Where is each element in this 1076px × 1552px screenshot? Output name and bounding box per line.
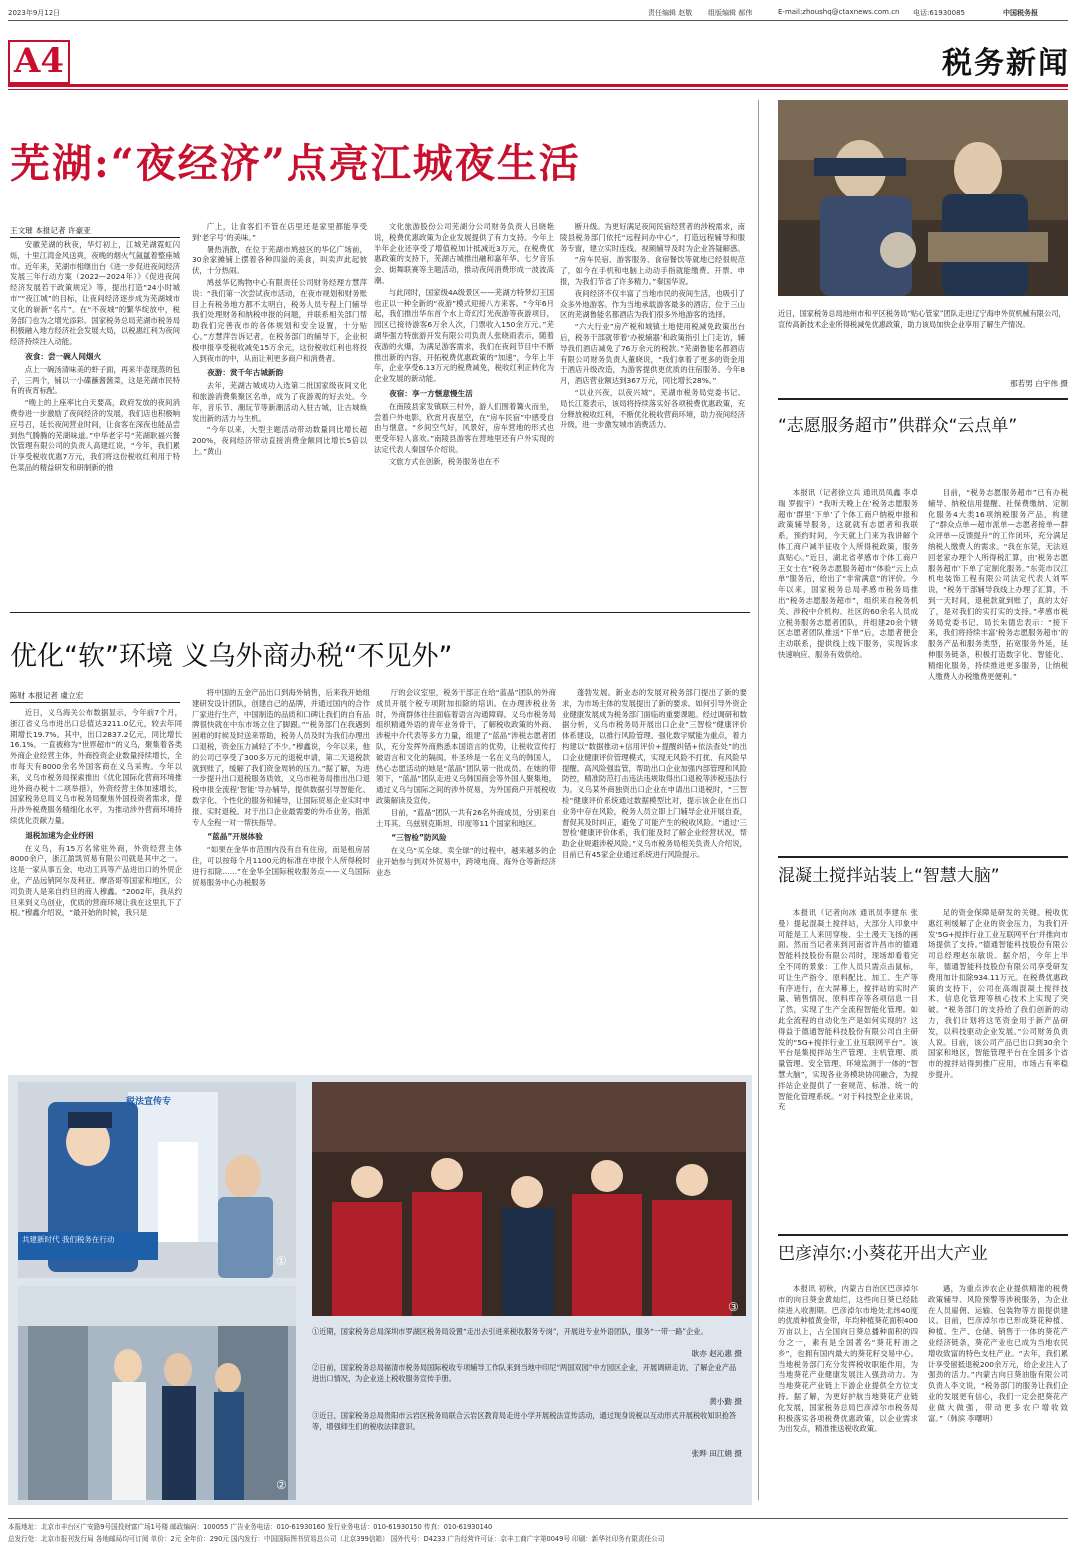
issue-date: 2023年9月12日: [8, 9, 61, 17]
article5-rule: [10, 612, 750, 613]
a5-para: “如果在金华市范围内没有自有住房，而是租房居住，可以按每个月1100元的标准在申报个人所得税时进行扣除……”在金华全国际税收服务点——义乌国际贸易服务中心办税服务: [192, 845, 370, 887]
photo-2: [18, 1286, 296, 1500]
a2-para: 目前，“税务志愿服务超市”已有办税辅导、纳税信用提醒、社保费缴纳、定制化服务4大类16项纳税服务产品，构建了“群众点单—超市派单—志愿者接单—群众评单—反馈提升”的工作闭环，充分满足纳税人缴费人的需求。“我在东莞，无法返回老家办理个人所得税汇算，由‘税务志愿服务超市’下单了定制化服务。”东莞市汉江机电装饰工程有限公司法定代表人刘军说，“税务干部辅导我线上办理了汇算，不到一天时间，退税款就到账了，真的太好了，是对我们的实打实的支持。”孝感市税务局党委书记、局长朱德忠表示：“接下来，我们将持续丰富‘税务志愿服务超市’的服务产品和服务类型，拓宽服务外延，延伸服务链条，积极打造数字化、智能化、精细化服务，持续推进更多服务，让纳税人缴费人办税缴费更便利。”: [928, 488, 1068, 681]
poster-slogan: 共建新时代 我们税务在行动: [22, 1235, 115, 1244]
article3-rule: [778, 856, 1068, 858]
a5-subhead-bluecrystal: “蓝晶”开展体验: [207, 832, 263, 842]
byline-rule: [10, 237, 180, 238]
article1-byline: 王文璀 本报记者 许豪亚: [10, 226, 91, 235]
poster-text: 税法宣传专: [126, 1097, 172, 1106]
article5-byline: 陈财 本报记者 虞立宏: [10, 691, 84, 700]
photo-3: [312, 1082, 746, 1316]
phone: 电话:61930085: [913, 9, 965, 17]
article2-rule: [778, 398, 1068, 400]
article5-headline: 优化“软”环境 义乌外商办税“不见外”: [10, 641, 453, 672]
a1-para: 与此同时，国家级4A级景区——芜湖方特梦幻王国也正以一种全新的“夜游”模式迎接八方来客。“今年6月起，我们推出华东首个水上奇幻灯光夜游等夜游项目，园区已接待游客6万余人次，门票收入150余万元。”芜湖华强方特旅游开发有限公司负责人张晓雨表示，随着夜游的火爆，为满足游客需求，我们在夜间节目中不断推出新的内容，开拓税费优惠政策的“加速”，今年上半年，企业享受6.13万元的税费减免，税收红利正转化为企业发展的新动能。: [374, 287, 554, 384]
a5-para: 蓬勃发展。新业态的发展对税务部门提出了新的要求，为市场主体的发展提出了新的要求。如何引导外资企业健康发展成为税务部门面临的重要课题。经过调研和数据分析，义乌市税务局开展出口企业“三智检”健康评价体系建设，以推行风险管理、强化数字赋能为重点，着力构建以“数据推动+信用评价+提醒纠错+依法查处”的出口企业健康评价管理模式，实现无风险不打扰、有风险早提醒、高风险强监管，帮助出口企业加强内部管理和风险防控，精准防范打击违法违规取得出口退税等涉税违法行为。义乌某外商独资出口企业在申请出口退税时，“三智检”健康评价系统通过数据模型比对，提示该企业在出口业务中存在风险，税务人员立即上门辅导企业开展自查，督促其及时纠正，避免了可能产生的税收风险。“通过‘三智检’健康评价体系，我们能及时了解企业经营状况，帮助企业规避涉税风险。”义乌市税务局相关负责人介绍说，目前已有45家企业通过系统进行风险提示。: [562, 688, 747, 859]
a1-para: 在南陵县家发镇联三村外，游人们围着篝火而坐，尝着户外电影，欣赏月夜星空，在“房车民宿”中感受自由与惬意。“乡间空气好，风景好，房车营地的形式也更受年轻人喜欢。”南陵县游客在营地里还有户外实现的法定代表人秦国华介绍说。: [374, 401, 554, 454]
article5-col1: [10, 708, 182, 1063]
photo-1-number: ①: [276, 1254, 287, 1268]
photo-3-art: [312, 1082, 746, 1316]
article1-col2: [192, 222, 367, 605]
email: E-mail:zhoushq@ctaxnews.com.cn: [778, 8, 900, 16]
a5-para: 在义乌“买全球、卖全球”的过程中，越来越多的企业开始参与到对外贸易中，跨境电商、海外仓等新经济业态: [376, 846, 556, 877]
article1-col4: [560, 222, 745, 605]
a1-para: 暑热消散，在位于芜湖市鸠兹区的华亿广场前，30余家摊铺上摆着各种四溢的美食，叫卖声此起彼伏，十分热闹。: [192, 244, 367, 276]
a4-para: 遇，为重点涉农企业提供精准的税费政策辅导、风险预警等涉税服务，为企业在人员雇佣、运输、包装物等方面提供建议。目前，巴彦淖尔市已形成葵花种植、种植、生产、仓储、销售于一体的葵花产业经济链条，葵花产业也已成为当地农民增收致富的特色支柱产业。“去年，我们累计享受留抵退税200余万元，给企业注入了强劲的活力。”内蒙古向日葵油脂有限公司负责人李文说，“税务部门的服务让我们企业的发展更有信心，我们一定会把葵花产业做大做强，带动更多农户增收致富。”（韩滨 李曙明）: [928, 1284, 1068, 1423]
designer-credit: 组版编辑 郝伟: [708, 9, 753, 17]
a1-para: 断升级。为更好满足夜间民宿经营者的涉税需求，南陵县税务部门依托“远程问办中心”，打造远程辅导和服务专窗，建立实时连线、视频辅导及时为企业答疑解惑。: [560, 222, 745, 253]
factory-photo-credit: 那若男 白宇伟 摄: [1010, 379, 1068, 388]
a3-para: 本报讯（记者向冰 通讯员李建东 张曼）提起混凝土搅拌站，大部分人印象中可能是工人来回穿梭、尘土漫天飞扬的画面。然而当记者来到河南省许昌市的德通智能科技股份有限公司时，现场却看着完全不同的景象：工作人员只需点击鼠标，可让生产指令、原料配比、加工、生产等有序进行，在大屏幕上，搅拌站的实时产量、销售情况、原料库存等各项信息一目了然，实现了生产全流程智能化管理。如此全流程的自动化生产是如何实现的？这得益于德通智能科技股份有限公司自主研发的“5G+搅拌行业工业互联网平台”。该平台是集搅拌站生产管理、主机管理、质量管理、安全管理、环境监测于一体的“智慧大脑”，实现各业务模块协同融合，为搅拌站企业提供了一套规范、标准、统一的智能化管理系统。“对于科技型企业来说，充: [778, 908, 918, 1112]
a5-subhead-refund: 退税加速为企业纾困: [25, 830, 94, 840]
article5-col3: [376, 688, 556, 1063]
page-number: A4: [8, 40, 70, 84]
a1-para: 去年，芜湖古城成功入选第二批国家级夜间文化和旅游消费集聚区名单，成为了夜游观的好去处。今年，音乐节、潮玩节等新潮活动入驻古城，让古城焕发出新的活力与生机。: [192, 381, 367, 423]
article4-col1: [778, 1284, 918, 1514]
factory-photo-caption: 近日，国家税务总局池州市和平区税务局“贴心管家”团队走进辽宁海申外贸机械有限公司，宣传高新技术企业所得税减免优惠政策，助力该局加快企业享用了解生产情况。: [778, 309, 1066, 329]
article4-col2: [928, 1284, 1068, 1514]
article1-col3: [374, 222, 554, 605]
byline-rule: [10, 702, 180, 703]
a1-para: 夜间经济不仅丰富了当地市民的夜间生活，也吸引了众多外地游客。作为当地承载游客最多的酒店，位于三山区的芜湖鲁能名都酒店为我们很多外地游客的选择。: [560, 288, 745, 320]
header-rule-thin: [8, 89, 1068, 90]
factory-photo-art: [778, 100, 1068, 296]
photo-3-credit: 张晔 田江娟 摄: [691, 1449, 742, 1458]
article3-headline: 混凝土搅拌站装上“智慧大脑”: [778, 866, 1000, 886]
article3-col2: [928, 908, 1068, 1218]
a1-para: “房车民宿、游客服务、食宿餐饮等就地已经很规范了，如今在手机和电脑上动动手指就能缴费、开票、申报，为我们节省了许多精力。”秦国华说。: [560, 255, 745, 286]
a3-para: 足的资金保障是研发的关键。税收优惠红利缓解了企业的资金压力，为我们开发‘5G+搅拌行业工业互联网平台’并推向市场提供了支持。”德通智能科技股份有限公司总经理赵东敏说。据介绍，今年上半年，德通智能科技股份有限公司享受研发费用加计扣除934.11万元。在税费优惠政策的支持下，公司在高端混凝土搅拌技术、信息化管理等核心技术上实现了突破。“税务部门的支持给了我们创新的动力，我们计划将这笔资金用于新产品研发，以科技驱动企业发展。”公司财务负责人说。目前，该公司产品已出口到30余个国家和地区，智能管理平台在全国多个省市的搅拌站得到推广应用，市场占有率稳步提升。: [928, 908, 1068, 1079]
section-title: 税务新闻: [942, 46, 1070, 81]
a1-para: 点上一碗汤清味美的虾子面，再来半壶现蒸的包子，三两个，铺以一小碟蘸酱酱菜，这是芜湖市民特有的夜宵标配。: [10, 364, 180, 396]
masthead-strip: [8, 6, 1068, 20]
top-divider: [8, 20, 1068, 21]
a1-para: 鸠兹华亿购物中心有限责任公司财务经理方慧萍说：“我们第一次尝试夜市活动，在夜市规划和财务账目上有税务地方都不太明白，税务人员专程上门辅导我们处理财务和纳税申报的问题，并联系相关部门帮助我们完善夜市的各体规划和安全设置，十分贴心。”方慧萍告诉记者，在税务部门的辅导下，企业积极申报享受税收减免15万余元，这份税收红利也将投入到夜市的中，从而让利更多商户和消费者。: [192, 277, 367, 363]
a1-para: “晚上的上座率比白天要高，政府发放的夜间消费券进一步激励了夜间经济的发展，我们店也积极响应号召，延长夜间营业时间，让食客在深夜也能品尝到热气腾腾的芜湖味道。”中华老字号“芜湖耿福兴餐饮管理有限公司的负责人高建红说，“今年，我们累计享受税收优惠7万元，我们将这份税收红利用于特色菜品的精益研发和研制新的推: [10, 398, 180, 472]
article5-col2: [192, 688, 370, 1063]
photo-1-credit: 耿亦 赵沁惠 摄: [691, 1349, 742, 1358]
footer-distribution: 总发行处：北京市报刊发行局 各地邮局均可订阅 单价：2元 全年价：290元 国内发行：中国国际图书贸易总公司（北京399信箱） 国外代号：D4233 广告经营许可证：京丰工商广字第0049号 印刷：新华社印务有限责任公司: [8, 1535, 665, 1543]
a4-para: 本报讯 初秋，内蒙古自治区巴彦淖尔市的向日葵金黄灿烂，这些向日葵已经陆续进入收割期。巴彦淖尔市地处北纬40度的优质种植黄金带，年均种植葵花面积400万亩以上，占全国向日葵总播种面积的四分之一，素有是全国著名“葵花籽油之乡”，也拥有国内最大的葵花籽交易中心。当地税务部门充分发挥税收职能作用，为当地葵花产业健康发展注入强劲动力。为当地葵花产业链上下游企业提供全方位支持。据了解，为更好护航当地葵花产业链化发展，国家税务总局巴彦淖尔市税务局积极落实各项税费优惠政策，以企业需求为出发点，精准推送税收政策。: [778, 1284, 918, 1434]
header-rule: [8, 84, 1068, 87]
paper-name: 中国税务报: [1003, 9, 1038, 17]
article2-col2: [928, 488, 1068, 838]
a1-para: “以业兴夜，以夜兴城”。芜湖市税务局党委书记、局长江菱表示，该局将持续落实好各项税费优惠政策，充分释放税收红利，不断优化税收营商环境，助力夜间经济升级，进一步激发城市消费活力。: [560, 387, 745, 430]
column-divider: [758, 100, 759, 1500]
article1-headline: 芜湖:“夜经济”点亮江城夜生活: [10, 140, 581, 187]
a1-para: 文旅方式在创新，税务服务也在不: [388, 456, 500, 466]
a1-subhead-stay: 夜宿：享一方惬意慢生活: [389, 388, 473, 398]
a1-para: 安徽芜湖的秋夜，华灯初上，江城芜湖霓虹闪烁，十里江湾金风送爽，夜晚的烟火气氤氲着整座城市。近年来，芜湖市相继出台《进一步促进夜间经济发展三年行动方案（2022—2024年）》《促进夜间经济发展若干政策规定》等，提出打造“24小时城市”“夜江城”的目标，让夜间经济逐步成为芜湖城市文化的崭新“名片”。在“不夜城”的繁华绽放中，税务部门也为之增光添彩。国家税务总局芜湖市税务局积极融入地方经济社会发展大局，以税惠红利为夜间经济持续注入动能。: [10, 240, 180, 347]
article2-headline: “志愿服务超市”供群众“云点单”: [778, 416, 1018, 436]
factory-photo: [778, 100, 1068, 296]
a5-para: 近日，义乌海关公布数据显示，今年前7个月，浙江省义乌市进出口总值达3211.0亿元，较去年同期增长19.7%。其中，出口2837.2亿元，同比增长16.1%。一直被称为“世界超市”的义乌，聚集着各类外商企业经营主体，外商投资企业数量持续增长，全市每天有8000余名外国客商在义乌采购。今年以来，义乌市税务局探索推出《优化国际化营商环境推进外商办税十二项举措》，外资经营主体加速增长，国家税务总局义乌市税务局聚焦外国投资者需求，提升涉外税费服务精细化水平，为推动涉外营商环境持续优化贡献力量。: [10, 708, 182, 825]
a1-para: 广上，让食客们不管在店里还是家里都能享受到‘老字号’的美味。”: [192, 222, 367, 242]
photo-3-caption: ③近日，国家税务总局贵阳市云岩区税务局联合云岩区教育局走进小学开展税法宣传活动，通过现身说税以互动形式开展税收知识抢答等，增强师生们的税收法律意识。: [312, 1411, 737, 1431]
footer: [8, 1522, 1068, 1548]
photo-2-caption: ②日前，国家税务总局福清市税务局国际税收专项辅导工作队来到当地中印尼“两国双园”中方园区企业，开展调研走访，了解企业产品进出口情况，为企业送上税收服务宣传手册。: [312, 1363, 737, 1383]
a5-para: 在义乌，有15万名常驻外商，外资经营主体8000余户，浙江盈凯贸易有限公司就是其中之一。这是一家从事五金、电动工具等产品进出口的外贸企业，产品远销阿尔及利亚、摩洛哥等国家和地区，公司负责人是来自约旦的商人穆鑫。“2002年，我从约旦来到义乌创业，优质的营商环境让我在这里扎下了根。”穆鑫介绍说，“最开始的时候，我只是: [10, 843, 182, 918]
photo-2-credit: 黄小勤 摄: [709, 1397, 742, 1406]
article1-col1: [10, 240, 180, 605]
a2-para: 本报讯（记者徐立兵 通讯员凤鑫 李卓瑞 罗振宇）“我听天晚上在‘税务志愿服务超市’群里‘下单’了个体工商户纳税申报和政策辅导服务，这就就有志愿者和我联系，预约时间，今天就上门来为我讲解个体工商户减半征收个人所得税政策，服务真贴心。”近日，湖北省孝感市个体工商户王女士在“税务志愿服务超市”体验“云上点单”服务后，给出了“非常满意”的评价。今年以来，国家税务总局孝感市税务局推出“税务志愿服务超市”，组织来自税务机关、涉税中介机构、社区的60余名人员成立税务服务志愿者团队，并组建20余个辖区志愿者团队推送“下单”后，志愿者便会主动联系，提供线上线下服务，实现诉求快速响应、服务有效供给。: [778, 488, 918, 659]
photo-2-number: ②: [276, 1478, 287, 1492]
a1-para: “六大行业”房产税和城镇土地使用税减免政策出台后，税务干部就带着‘办税辅器’和政策指引上门走访，辅导我们酒店减免了76万余元的税款。”芜湖鲁能名都酒店有限公司财务负责人董晓说，“我们拿着了更多的资金用于酒店升级改造，为游客提供更优质的住宿服务。今年8月，酒店营业额达到367万元，同比增长28%。”: [560, 322, 745, 386]
photo-3-number: ③: [728, 1300, 739, 1314]
article5-col4: [562, 688, 747, 1063]
photo-1-caption: ①近期，国家税务总局深圳市罗湖区税务局设置“走出去引进来税收服务专岗”，开展进专业外语团队，服务“一带一路”企业。: [312, 1327, 708, 1336]
a1-para: 文化旅游股份公司芜湖分公司财务负责人吕晓艳说，税费优惠政策为企业发展提供了有力支持。今年上半年企业还享受了增值税加计抵减近3万元，在税费优惠政策的支持下，芜湖古城推出融和嘉年华、七夕音乐会、街舞联赛等主题活动，推动夜间消费形成一波波高潮。: [374, 222, 554, 285]
footer-address: 本报地址：北京市丰台区广安路9号国投财富广场1号楼 邮政编码：100055 广告业务电话：010-61930160 发行业务电话：010-61930150 传真：010-61930140: [8, 1523, 493, 1531]
a5-para: 厅的会议室里，税务干部正在给“蓝晶”团队的外商成员开展个税专项附加扣除的培训。在办理涉税业务时，外商群体往往面临着语言沟通障碍。义乌市税务局组织精通外语的青年业务骨干，了解税收政策的外商、涉税中介代表等多方力量，组建了“蓝晶”涉税志愿者团队，充分发挥外商熟悉本国语言的优势，让税收宣传打破语言和文化的隔阂。朴圣珍是一名在义乌的韩国人，热心志愿活动的她是“蓝晶”团队第一批成员。在她的带领下，“蓝晶”团队走进义乌韩国商会等外国人聚集地，通过义乌与国际之间的涉外贸易，为外国商户开展税收政策解读及宣传。: [376, 688, 556, 805]
a5-para: 将中国的五金产品出口到海外销售，后来我开始组建研发设计团队，创建自己的品牌，并通过国内的合作厂家进行生产，中国制造的品质和口碑让我们的自有品牌很快就在中东市场立住了脚跟。”“税务部门在我遇到困难的时候及时送来帮助，税务人员及时为我们办理出口退税，资金压力减轻了不少。”穆鑫说，今年以来，他的公司已享受了300多万元的退税申请，第二天退税款就到账了，缓解了我们资金周转的压力。”据了解，为进一步提升出口退税服务质效，义乌市税务局推出出口退税申报全流程‘智能’导办辅导，提供数据引导智能化、数字化、个性化的服务和辅导，让国际贸易企业实时申报、实时退税。对于出口企业最需要的外币业务，指派专人全程一对一帮扶指导。: [192, 688, 370, 827]
a1-subhead-tour: 夜游：赏千年古城新韵: [207, 368, 284, 378]
a5-subhead-risk: “三智检”防风险: [391, 833, 447, 843]
footer-rule: [8, 1518, 1068, 1519]
editor-credit: 责任编辑 赵敬: [648, 9, 693, 17]
a1-subhead-food: 夜食：尝一碗人间烟火: [25, 351, 102, 361]
article2-col1: [778, 488, 918, 838]
a1-para: “今年以来，大型主题活动带动数量同比增长超200%，夜间经济带动直接消费金额同比增长5倍以上。”黄山: [192, 425, 367, 456]
a5-para: 目前，“蓝晶”团队一共有26名外商成员，分别来自土耳其、乌兹别克斯坦、印度等11个国家和地区。: [376, 807, 556, 828]
article3-col1: [778, 908, 918, 1218]
photo-2-art: [18, 1286, 296, 1500]
article4-headline: 巴彦淖尔:小葵花开出大产业: [778, 1244, 988, 1264]
article4-rule: [778, 1234, 1068, 1236]
